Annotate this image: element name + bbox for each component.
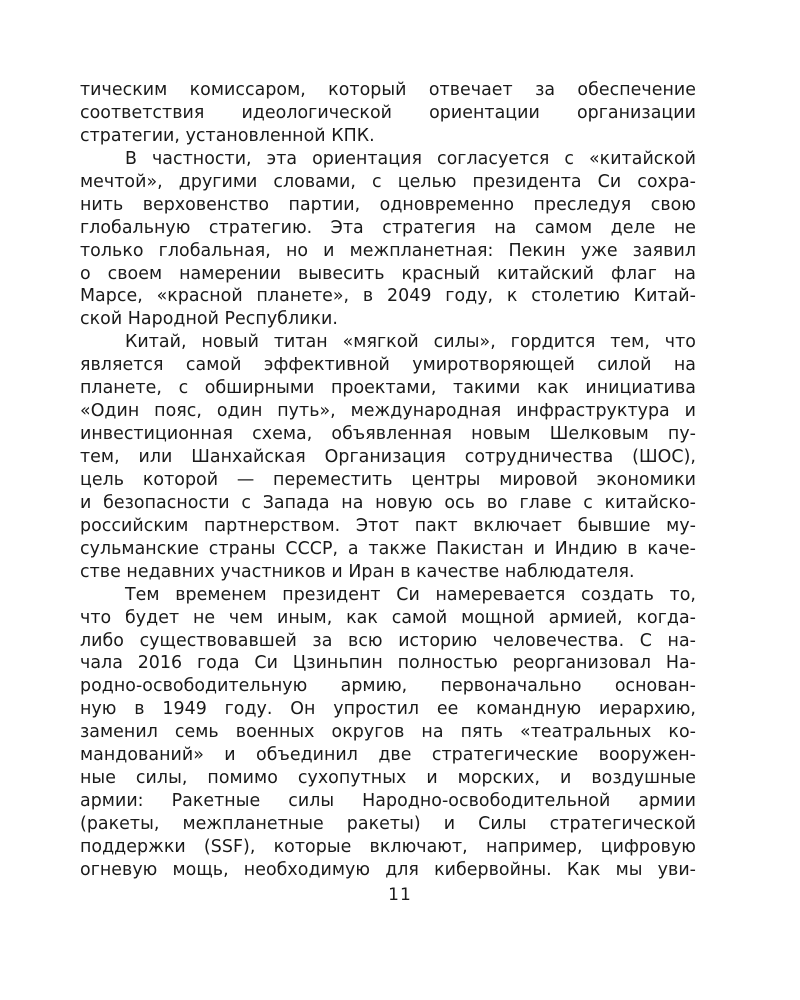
text-line: российским партнерством. Этот пакт включает бывшие му- [80, 515, 696, 536]
text-line: поддержки (SSF), которые включают, например, цифровую [80, 836, 696, 857]
text-line: является самой эффективной умиротворяющей силой на [80, 355, 696, 376]
text-line: «Один пояс, один путь», международная инфраструктура и [80, 401, 696, 422]
text-line: цель которой — переместить центры мировой экономики [80, 469, 696, 490]
text-line: мечтой», другими словами, с целью президента Си сохра- [80, 171, 696, 192]
text-line: Тем временем президент Си намеревается создать то, [125, 584, 696, 605]
text-line: глобальную стратегию. Эта стратегия на самом деле не [80, 217, 696, 238]
page-number: 11 [388, 885, 412, 905]
text-line: стве недавних участников и Иран в качестве наблюдателя. [80, 561, 635, 582]
text-line: ской Народной Республики. [80, 309, 338, 330]
text-line: тем, или Шанхайская Организация сотрудничества (ШОС), [80, 447, 696, 467]
body-text [80, 79, 696, 882]
text-line: мандований» и объединил две стратегические вооружен- [80, 745, 696, 766]
text-line: соответствия идеологической ориентации организации [80, 102, 696, 123]
text-line: ную в 1949 году. Он упростил ее командную иерархию, [80, 699, 696, 720]
text-line: заменил семь военных округов на пять «театральных ко- [80, 722, 696, 743]
text-line: Марсе, «красной планете», в 2049 году, к столетию Китай- [80, 286, 696, 307]
text-line: (ракеты, межпланетные ракеты) и Силы стратегической [80, 814, 696, 834]
text-line: огневую мощь, необходимую для кибервойны. Как мы уви- [80, 859, 696, 880]
text-line: о своем намерении вывесить красный китайский флаг на [80, 263, 696, 284]
text-line: В частности, эта ориентация согласуется с «китайской [125, 148, 696, 169]
text-line: либо существовавшей за всю историю человечества. С на- [80, 630, 696, 651]
text-line: ные силы, помимо сухопутных и морских, и воздушные [80, 768, 696, 789]
text-line: стратегии, установленной КПК. [80, 125, 375, 146]
text-line: и безопасности с Запада на новую ось во главе с китайско- [80, 492, 696, 513]
text-line: нить верховенство партии, одновременно преследуя свою [80, 194, 696, 215]
text-line: родно-освободительную армию, первоначально основан- [80, 676, 696, 697]
text-line: сульманские страны СССР, а также Пакистан и Индию в каче- [80, 538, 696, 559]
text-line: армии: Ракетные силы Народно-освободительной армии [80, 791, 696, 812]
text-line: тическим комиссаром, который отвечает за обеспечение [80, 80, 696, 100]
text-line: только глобальная, но и межпланетная: Пекин уже заявил [80, 240, 696, 261]
text-line: Китай, новый титан «мягкой силы», гордится тем, что [125, 332, 696, 353]
text-line: чала 2016 года Си Цзиньпин полностью реорганизовал На- [80, 653, 696, 674]
text-line: инвестиционная схема, объявленная новым Шелковым пу- [80, 424, 696, 445]
text-line: что будет не чем иным, как самой мощной армией, когда- [80, 607, 696, 628]
text-line: планете, с обширными проектами, такими как инициатива [80, 378, 696, 399]
